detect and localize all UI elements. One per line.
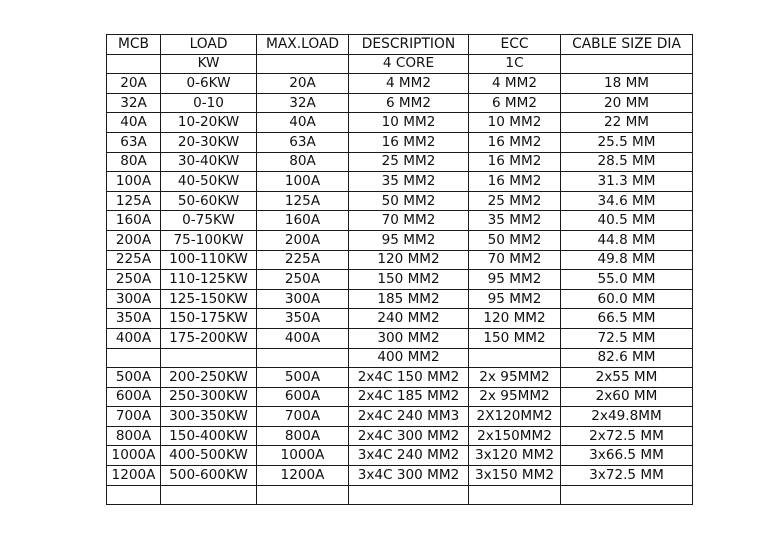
cell-mcb: 225A: [107, 250, 161, 270]
cell-ecc: 25 MM2: [469, 191, 561, 211]
cell-cable-size-dia: 22 MM: [561, 113, 693, 133]
cell-cable-size-dia: 2x49.8MM: [561, 407, 693, 427]
cell-mcb: 125A: [107, 191, 161, 211]
cell-ecc: 95 MM2: [469, 270, 561, 290]
cell-ecc: 2x150MM2: [469, 426, 561, 446]
cell-cable-size-dia: 31.3 MM: [561, 172, 693, 192]
mcb-cable-size-table: [106, 34, 693, 505]
cell-mcb: 40A: [107, 113, 161, 133]
table-row: [107, 74, 693, 94]
cell-description: 3x4C 240 MM2: [349, 446, 469, 466]
cell-load: 150-175KW: [161, 309, 257, 329]
cell-ecc: 16 MM2: [469, 172, 561, 192]
cell-max-load: 32A: [257, 93, 349, 113]
table-row: [107, 485, 693, 505]
unit-cell: [561, 54, 693, 74]
cell-description: 10 MM2: [349, 113, 469, 133]
cell-load: 30-40KW: [161, 152, 257, 172]
cell-ecc: 120 MM2: [469, 309, 561, 329]
table-row: [107, 93, 693, 113]
cell-load: [161, 485, 257, 505]
cell-cable-size-dia: 3x66.5 MM: [561, 446, 693, 466]
cell-mcb: 63A: [107, 132, 161, 152]
cell-ecc: 16 MM2: [469, 152, 561, 172]
cell-load: 125-150KW: [161, 289, 257, 309]
header-description: DESCRIPTION: [349, 35, 469, 55]
cell-cable-size-dia: 60.0 MM: [561, 289, 693, 309]
cell-max-load: 600A: [257, 387, 349, 407]
cell-description: 150 MM2: [349, 270, 469, 290]
cell-ecc: 95 MM2: [469, 289, 561, 309]
table-row: [107, 348, 693, 368]
cell-mcb: 32A: [107, 93, 161, 113]
unit-cell: 1C: [469, 54, 561, 74]
cell-max-load: [257, 348, 349, 368]
cell-ecc: 16 MM2: [469, 132, 561, 152]
table-row: [107, 230, 693, 250]
cell-load: 150-400KW: [161, 426, 257, 446]
cell-ecc: 3x150 MM2: [469, 466, 561, 486]
cell-max-load: 700A: [257, 407, 349, 427]
cell-mcb: [107, 485, 161, 505]
table-row: [107, 152, 693, 172]
cell-cable-size-dia: 72.5 MM: [561, 328, 693, 348]
cell-max-load: 300A: [257, 289, 349, 309]
cell-description: 2x4C 150 MM2: [349, 368, 469, 388]
cell-mcb: 160A: [107, 211, 161, 231]
cell-max-load: 1200A: [257, 466, 349, 486]
cell-load: 400-500KW: [161, 446, 257, 466]
cell-load: 0-6KW: [161, 74, 257, 94]
cell-ecc: 70 MM2: [469, 250, 561, 270]
cell-max-load: 500A: [257, 368, 349, 388]
cell-description: 4 MM2: [349, 74, 469, 94]
cell-description: 95 MM2: [349, 230, 469, 250]
cell-ecc: 3x120 MM2: [469, 446, 561, 466]
cell-mcb: 500A: [107, 368, 161, 388]
table-row: [107, 289, 693, 309]
cell-load: 40-50KW: [161, 172, 257, 192]
cell-load: 300-350KW: [161, 407, 257, 427]
cell-cable-size-dia: 34.6 MM: [561, 191, 693, 211]
cell-cable-size-dia: 25.5 MM: [561, 132, 693, 152]
table-row: [107, 368, 693, 388]
cell-load: 110-125KW: [161, 270, 257, 290]
cell-load: 0-75KW: [161, 211, 257, 231]
cell-max-load: 20A: [257, 74, 349, 94]
cell-description: 120 MM2: [349, 250, 469, 270]
cell-description: 240 MM2: [349, 309, 469, 329]
cell-load: 250-300KW: [161, 387, 257, 407]
cell-cable-size-dia: 18 MM: [561, 74, 693, 94]
cell-load: 500-600KW: [161, 466, 257, 486]
table-header-row: [107, 35, 693, 55]
cell-cable-size-dia: 66.5 MM: [561, 309, 693, 329]
table-row: [107, 407, 693, 427]
cell-max-load: 125A: [257, 191, 349, 211]
header-load: LOAD: [161, 35, 257, 55]
cell-mcb: 600A: [107, 387, 161, 407]
table-row: [107, 172, 693, 192]
cell-ecc: [469, 485, 561, 505]
cell-mcb: 1200A: [107, 466, 161, 486]
cell-max-load: 160A: [257, 211, 349, 231]
cell-description: 2x4C 300 MM2: [349, 426, 469, 446]
cell-max-load: 80A: [257, 152, 349, 172]
cell-cable-size-dia: 49.8 MM: [561, 250, 693, 270]
cell-load: 100-110KW: [161, 250, 257, 270]
cell-mcb: 800A: [107, 426, 161, 446]
cell-mcb: 200A: [107, 230, 161, 250]
cell-description: 16 MM2: [349, 132, 469, 152]
cell-description: 2x4C 240 MM3: [349, 407, 469, 427]
table-row: [107, 132, 693, 152]
cell-load: 0-10: [161, 93, 257, 113]
table-row: [107, 270, 693, 290]
cell-mcb: 100A: [107, 172, 161, 192]
cell-cable-size-dia: 2x72.5 MM: [561, 426, 693, 446]
cell-max-load: 63A: [257, 132, 349, 152]
table-units-row: [107, 54, 693, 74]
cell-max-load: 400A: [257, 328, 349, 348]
cell-load: [161, 348, 257, 368]
table-row: [107, 113, 693, 133]
header-cable-size-dia: CABLE SIZE DIA: [561, 35, 693, 55]
cell-max-load: 250A: [257, 270, 349, 290]
cell-description: 70 MM2: [349, 211, 469, 231]
cell-cable-size-dia: 82.6 MM: [561, 348, 693, 368]
table-row: [107, 466, 693, 486]
cell-ecc: 150 MM2: [469, 328, 561, 348]
cell-mcb: 20A: [107, 74, 161, 94]
cell-max-load: 200A: [257, 230, 349, 250]
cell-cable-size-dia: 28.5 MM: [561, 152, 693, 172]
cell-cable-size-dia: [561, 485, 693, 505]
cell-description: 185 MM2: [349, 289, 469, 309]
table-row: [107, 191, 693, 211]
cell-mcb: 700A: [107, 407, 161, 427]
table-row: [107, 387, 693, 407]
cell-mcb: 250A: [107, 270, 161, 290]
header-mcb: MCB: [107, 35, 161, 55]
cell-max-load: 1000A: [257, 446, 349, 466]
cell-mcb: [107, 348, 161, 368]
cell-mcb: 1000A: [107, 446, 161, 466]
cell-mcb: 350A: [107, 309, 161, 329]
table-row: [107, 328, 693, 348]
unit-cell: [257, 54, 349, 74]
cell-load: 20-30KW: [161, 132, 257, 152]
cell-cable-size-dia: 40.5 MM: [561, 211, 693, 231]
cell-load: 10-20KW: [161, 113, 257, 133]
cell-load: 75-100KW: [161, 230, 257, 250]
cell-mcb: 300A: [107, 289, 161, 309]
cell-ecc: 50 MM2: [469, 230, 561, 250]
cell-ecc: 2x 95MM2: [469, 368, 561, 388]
header-ecc: ECC: [469, 35, 561, 55]
cell-max-load: 350A: [257, 309, 349, 329]
cell-ecc: 2x 95MM2: [469, 387, 561, 407]
cell-cable-size-dia: 2x55 MM: [561, 368, 693, 388]
table-row: [107, 250, 693, 270]
cell-ecc: 6 MM2: [469, 93, 561, 113]
cell-description: 300 MM2: [349, 328, 469, 348]
table-body: [107, 74, 693, 505]
cell-description: 2x4C 185 MM2: [349, 387, 469, 407]
cell-description: 50 MM2: [349, 191, 469, 211]
cell-description: 6 MM2: [349, 93, 469, 113]
cell-max-load: 100A: [257, 172, 349, 192]
cell-description: 400 MM2: [349, 348, 469, 368]
table-row: [107, 426, 693, 446]
header-max-load: MAX.LOAD: [257, 35, 349, 55]
table-row: [107, 446, 693, 466]
cell-ecc: 4 MM2: [469, 74, 561, 94]
cell-cable-size-dia: 20 MM: [561, 93, 693, 113]
cell-mcb: 80A: [107, 152, 161, 172]
table-row: [107, 211, 693, 231]
table-row: [107, 309, 693, 329]
cell-max-load: 40A: [257, 113, 349, 133]
cell-load: 175-200KW: [161, 328, 257, 348]
cell-max-load: 225A: [257, 250, 349, 270]
cell-ecc: 2X120MM2: [469, 407, 561, 427]
cell-ecc: 10 MM2: [469, 113, 561, 133]
cell-description: 35 MM2: [349, 172, 469, 192]
cell-max-load: [257, 485, 349, 505]
cell-cable-size-dia: 2x60 MM: [561, 387, 693, 407]
cell-ecc: [469, 348, 561, 368]
unit-cell: KW: [161, 54, 257, 74]
unit-cell: [107, 54, 161, 74]
cell-ecc: 35 MM2: [469, 211, 561, 231]
cell-max-load: 800A: [257, 426, 349, 446]
cell-description: [349, 485, 469, 505]
cell-description: 3x4C 300 MM2: [349, 466, 469, 486]
cell-cable-size-dia: 55.0 MM: [561, 270, 693, 290]
cell-load: 50-60KW: [161, 191, 257, 211]
cell-cable-size-dia: 3x72.5 MM: [561, 466, 693, 486]
cell-cable-size-dia: 44.8 MM: [561, 230, 693, 250]
cell-mcb: 400A: [107, 328, 161, 348]
cell-load: 200-250KW: [161, 368, 257, 388]
unit-cell: 4 CORE: [349, 54, 469, 74]
cell-description: 25 MM2: [349, 152, 469, 172]
